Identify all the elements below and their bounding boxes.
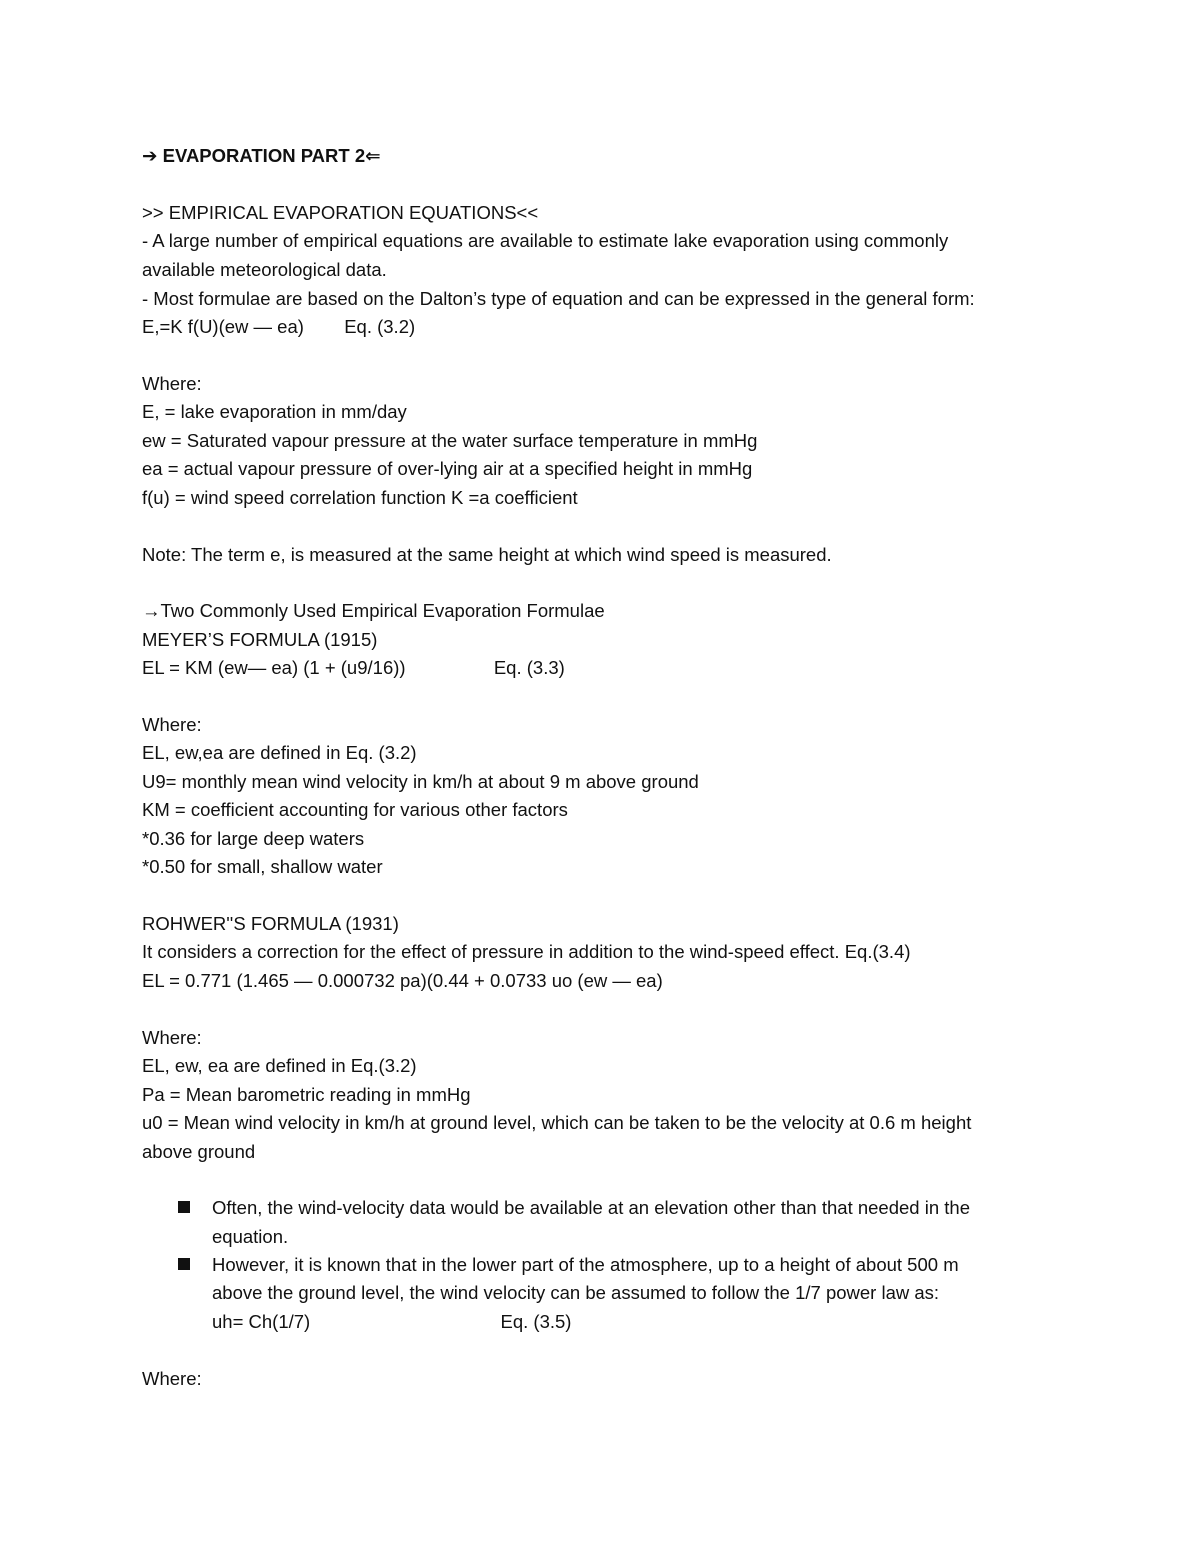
equation-3-3 (142, 656, 565, 680)
square-bullet-icon (178, 1201, 190, 1213)
definition-line: ea = actual vapour pressure of over-lying air at a specified height in mmHg (142, 458, 753, 479)
equation-3-2 (142, 315, 415, 339)
section-heading-empirical: >> EMPIRICAL EVAPORATION EQUATIONS<< (142, 202, 539, 223)
where-label: Where: (142, 1027, 202, 1048)
equation-3-5 (212, 1310, 571, 1334)
definition-line: KM = coefficient accounting for various other factors (142, 799, 568, 820)
where-label: Where: (142, 373, 202, 394)
square-bullet-icon (178, 1258, 190, 1270)
where-label: Where: (142, 714, 202, 735)
equation-label: Eq. (3.5) (500, 1311, 572, 1332)
definition-line: E, = lake evaporation in mm/day (142, 401, 407, 422)
paragraph-line: available meteorological data. (142, 259, 387, 280)
definition-line: EL, ew,ea are defined in Eq. (3.2) (142, 742, 417, 763)
bullet-item-line: above the ground level, the wind velocity can be assumed to follow the 1/7 power law as: (212, 1282, 940, 1303)
where-label: Where: (142, 1368, 202, 1389)
equation-3-4: EL = 0.771 (1.465 — 0.000732 pa)(0.44 + 0.0733 uo (ew — ea) (142, 970, 663, 991)
definition-line: Pa = Mean barometric reading in mmHg (142, 1084, 471, 1105)
paragraph-line: It considers a correction for the effect of pressure in addition to the wind-speed effect. Eq.(3.4) (142, 941, 911, 962)
equation-formula: EL = KM (ew— ea) (1 + (u9/16)) (142, 657, 406, 678)
equation-formula: E,=K f(U)(ew — ea) (142, 316, 304, 337)
paragraph-line: - Most formulae are based on the Dalton’s type of equation and can be expressed in the general form: (142, 288, 975, 309)
definition-line: EL, ew, ea are defined in Eq.(3.2) (142, 1055, 417, 1076)
equation-label: Eq. (3.3) (493, 657, 565, 678)
document-title: ➔ EVAPORATION PART 2⇐ (142, 145, 381, 166)
bullet-item-line: equation. (212, 1226, 289, 1247)
note-line: Note: The term e, is measured at the same height at which wind speed is measured. (142, 544, 832, 565)
paragraph-line: - A large number of empirical equations are available to estimate lake evaporation using commonly (142, 230, 949, 251)
rohwer-heading: ROHWER''S FORMULA (1931) (142, 913, 399, 934)
definition-line: *0.50 for small, shallow water (142, 856, 383, 877)
definition-line: ew = Saturated vapour pressure at the water surface temperature in mmHg (142, 430, 758, 451)
definition-line: above ground (142, 1141, 256, 1162)
meyer-heading: MEYER’S FORMULA (1915) (142, 629, 378, 650)
definition-line: f(u) = wind speed correlation function K =a coefficient (142, 487, 578, 508)
equation-label: Eq. (3.2) (344, 316, 416, 337)
definition-line: u0 = Mean wind velocity in km/h at ground level, which can be taken to be the velocity at 0.6 m height (142, 1112, 972, 1133)
bullet-item-line: However, it is known that in the lower part of the atmosphere, up to a height of about 500 m (212, 1254, 959, 1275)
definition-line: *0.36 for large deep waters (142, 828, 365, 849)
equation-formula: uh= Ch(1/7) (212, 1311, 311, 1332)
definition-line: U9= monthly mean wind velocity in km/h at about 9 m above ground (142, 771, 699, 792)
bullet-item-line: Often, the wind-velocity data would be available at an elevation other than that needed in the (212, 1197, 970, 1218)
section-heading-two-formulae: →Two Commonly Used Empirical Evaporation Formulae (142, 600, 605, 621)
